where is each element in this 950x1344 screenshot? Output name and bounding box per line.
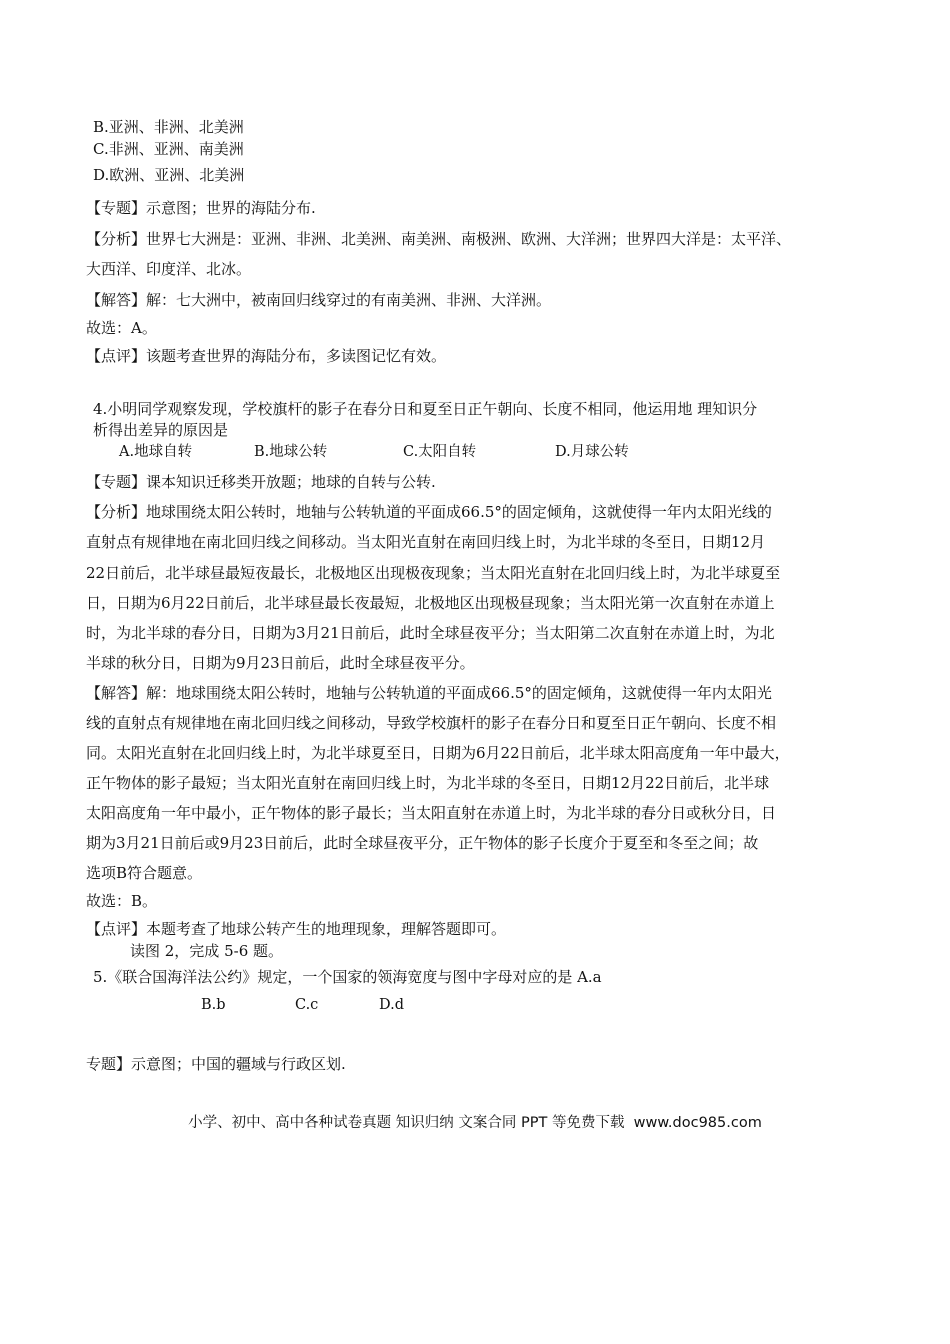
q4-analysis-line: 【分析】地球围绕太阳公转时，地轴与公转轨道的平面成66.5°的固定倾角，这就使得一年内太阳光线的 — [86, 503, 772, 521]
q4-answer-line: 线的直射点有规律地在南北回归线之间移动，导致学校旗杆的影子在春分日和夏至日正午朝向、长度不相 — [86, 714, 777, 732]
q4-analysis-line: 22日前后，北半球昼最短夜最长，北极地区出现极夜现象；当太阳光直射在北回归线上时，为北半球夏至 — [86, 564, 781, 582]
q3-option-c: C.非洲、亚洲、南美洲 — [93, 140, 244, 158]
q3-comment: 【点评】该题考查世界的海陆分布，多读图记忆有效。 — [86, 347, 447, 365]
q4-analysis-line: 时，为北半球的春分日，日期为3月21日前后，此时全球昼夜平分；当太阳第二次直射在赤道上时，为北 — [86, 624, 775, 642]
q5-option-d: D.d — [379, 997, 404, 1013]
q4-stem-line: 4.小明同学观察发现，学校旗杆的影子在春分日和夏至日正午朝向、长度不相同，他运用地 理知识分 — [93, 400, 758, 418]
q3-option-b: B.亚洲、非洲、北美洲 — [93, 118, 244, 136]
q4-answer-line: 【解答】解：地球围绕太阳公转时，地轴与公转轨道的平面成66.5°的固定倾角，这就使得一年内太阳光 — [86, 684, 772, 702]
q3-analysis-line: 大西洋、印度洋、北冰。 — [86, 260, 252, 278]
q3-answer: 【解答】解：七大洲中，被南回归线穿过的有南美洲、非洲、大洋洲。 — [86, 291, 552, 309]
q4-option-d: D.月球公转 — [555, 444, 629, 460]
q4-answer-line: 正午物体的影子最短；当太阳光直射在南回归线上时，为北半球的冬至日，日期12月22日前后，北半球 — [86, 774, 770, 792]
q5-stem: 5.《联合国海洋法公约》规定，一个国家的领海宽度与图中字母对应的是 A.a — [93, 968, 602, 986]
q4-choice: 故选：B。 — [86, 892, 158, 910]
q4-topic: 【专题】课本知识迁移类开放题；地球的自转与公转. — [86, 473, 436, 491]
q3-analysis-line: 【分析】世界七大洲是：亚洲、非洲、北美洲、南美洲、南极洲、欧洲、大洋洲；世界四大洋是：太平洋、 — [86, 230, 792, 248]
page-footer: 小学、初中、高中各种试卷真题 知识归纳 文案合同 PPT 等免费下载 www.doc985.com — [188, 1115, 762, 1131]
q4-analysis-line: 日，日期为6月22日前后，北半球昼最长夜最短，北极地区出现极昼现象；当太阳光第一次直射在赤道上 — [86, 594, 775, 612]
q4-answer-line: 太阳高度角一年中最小，正午物体的影子最长；当太阳直射在赤道上时，为北半球的春分日或秋分日，日 — [86, 804, 777, 822]
q5-topic: 专题】示意图；中国的疆域与行政区划. — [86, 1055, 346, 1073]
q4-answer-line: 同。太阳光直射在北回归线上时，为北半球夏至日，日期为6月22日前后，北半球太阳高度角一年中最大， — [86, 744, 790, 762]
q4-comment: 【点评】本题考查了地球公转产生的地理现象，理解答题即可。 — [86, 920, 507, 938]
q4-option-a: A.地球自转 — [119, 444, 193, 460]
q4-answer-line: 期为3月21日前后或9月23日前后，此时全球昼夜平分，正午物体的影子长度介于夏至和冬至之间；故 — [86, 834, 759, 852]
q4-analysis-line: 直射点有规律地在南北回归线之间移动。当太阳光直射在南回归线上时，为北半球的冬至日，日期12月 — [86, 533, 766, 551]
q4-option-b: B.地球公转 — [254, 444, 328, 460]
q4-option-c: C.太阳自转 — [403, 444, 477, 460]
q4-answer-line: 选项B符合题意。 — [86, 864, 203, 882]
q4-stem-line: 析得出差异的原因是 — [93, 421, 229, 439]
q5-intro: 读图 2，完成 5-6 题。 — [130, 942, 284, 960]
q3-choice: 故选：A。 — [86, 319, 157, 337]
q5-option-c: C.c — [295, 997, 319, 1013]
q5-option-b: B.b — [201, 997, 226, 1013]
q3-option-d: D.欧洲、亚洲、北美洲 — [93, 166, 245, 184]
q3-topic: 【专题】示意图；世界的海陆分布. — [86, 199, 316, 217]
q4-analysis-line: 半球的秋分日，日期为9月23日前后，此时全球昼夜平分。 — [86, 654, 475, 672]
